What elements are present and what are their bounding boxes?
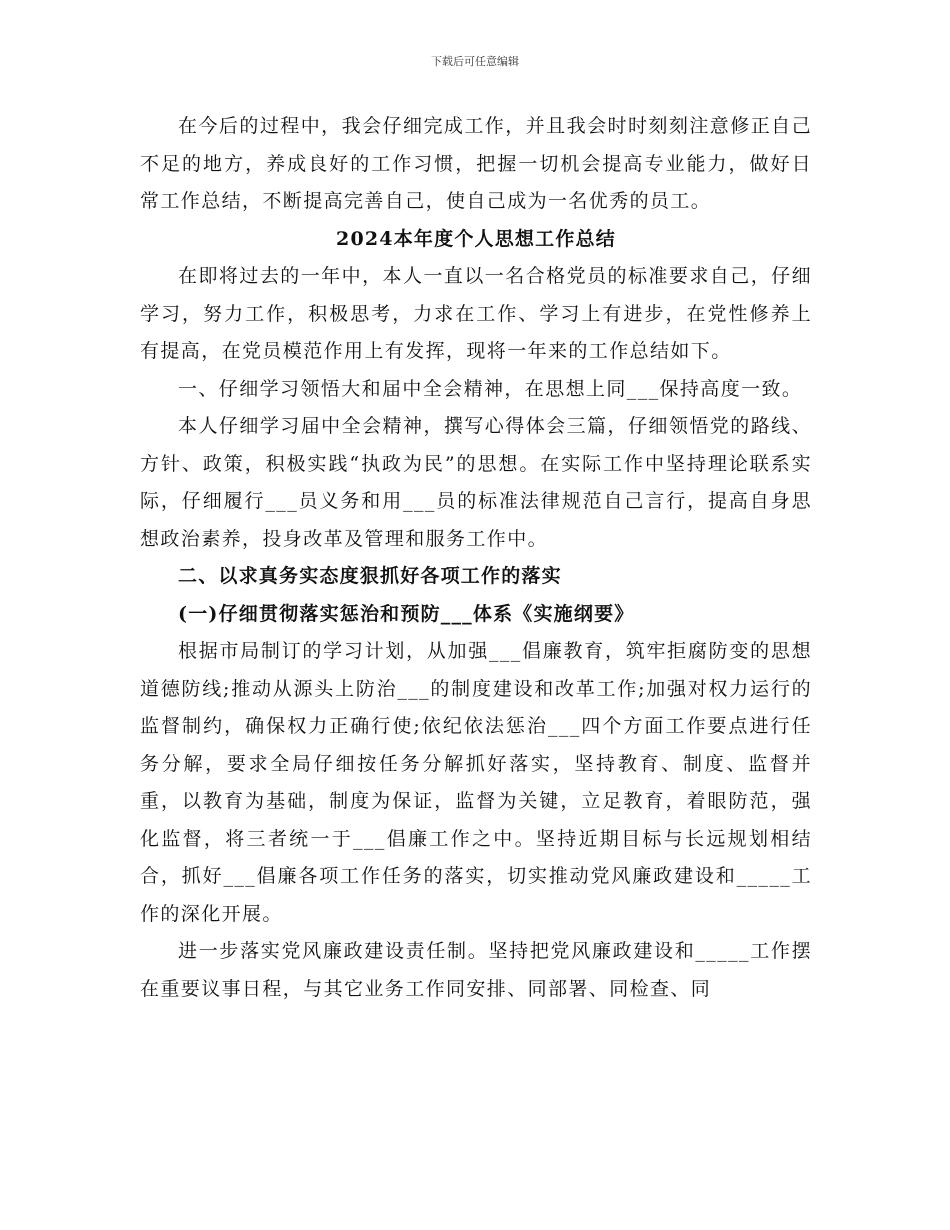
- paragraph-section-one: 本人仔细学习届中全会精神，撰写心得体会三篇，仔细领悟党的路线、方针、政策，积极实践“执政为民”的思想。在实际工作中坚持理论联系实际，仔细履行___员义务和用___员的标准法律规范自己言行，提高自身思想政治素养，投身改革及管理和服务工作中。: [140, 415, 812, 550]
- paragraph-intro: 在即将过去的一年中，本人一直以一名合格党员的标准要求自己，仔细学习，努力工作，积极思考，力求在工作、学习上有进步，在党性修养上有提高，在党员模范作用上有发挥，现将一年来的工作总结如下。: [140, 265, 812, 362]
- section-one-heading: 一、仔细学习领悟大和届中全会精神，在思想上同___保持高度一致。: [178, 377, 803, 400]
- document-title: 2024本年度个人思想工作总结: [336, 227, 616, 250]
- document-body: [140, 108, 812, 1008]
- paragraph-subsection-one: 根据市局制订的学习计划，从加强___倡廉教育，筑牢拒腐防变的思想道德防线;推动从源头上防治___的制度建设和改革工作;加强对权力运行的监督制约，确保权力正确行使;依纪依法惩治___四个方面工作要点进行任务分解，要求全局仔细按任务分解抓好落实，坚持教育、制度、监督并重，以教育为基础，制度为保证，监督为关键，立足教育，着眼防范，强化监督，将三者统一于___倡廉工作之中。坚持近期目标与长远规划相结合，抓好___倡廉各项工作任务的落实，切实推动党风廉政建设和_____工作的深化开展。: [140, 640, 812, 925]
- page-header: 下载后可任意编辑: [431, 55, 519, 68]
- section-two-heading: 二、以求真务实态度狠抓好各项工作的落实: [178, 565, 562, 587]
- paragraph-conclusion: 在今后的过程中，我会仔细完成工作，并且我会时时刻刻注意修正自己不足的地方，养成良好的工作习惯，把握一切机会提高专业能力，做好日常工作总结，不断提高完善自己，使自己成为一名优秀的员工。: [140, 115, 812, 212]
- paragraph-responsibility: 进一步落实党风廉政建设责任制。坚持把党风廉政建设和_____工作摆在重要议事日程，与其它业务工作同安排、同部署、同检查、同: [140, 940, 812, 1000]
- subsection-one-heading: (一)仔细贯彻落实惩治和预防___体系《实施纲要》: [178, 602, 635, 625]
